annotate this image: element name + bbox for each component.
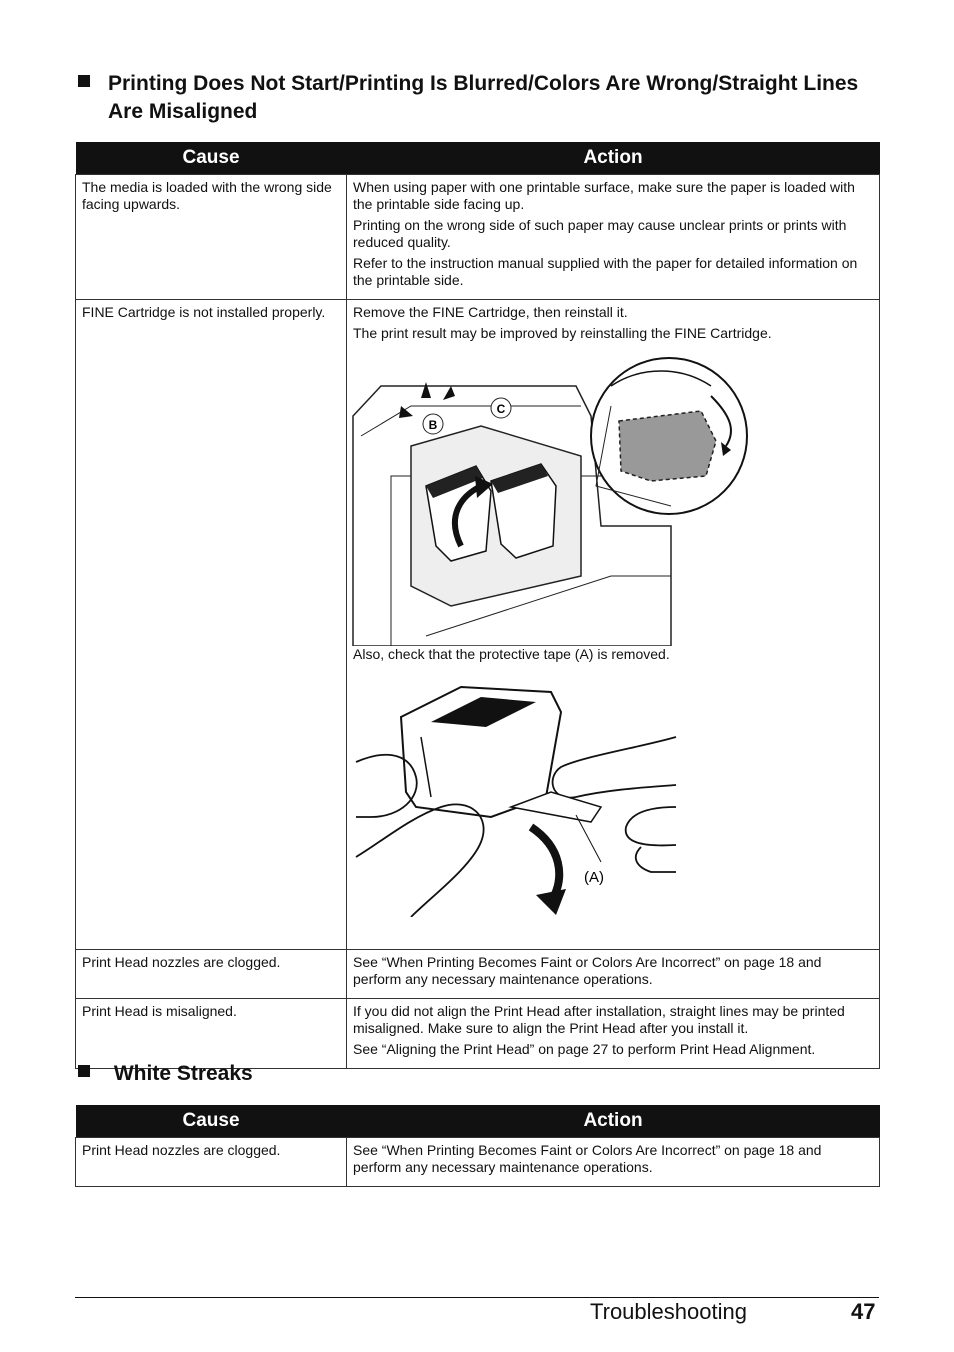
table-row (76, 999, 880, 1069)
cause-text: Print Head is misaligned. (82, 1003, 237, 1019)
action-text: Refer to the instruction manual supplied with the paper for detailed information on the printable side. (353, 255, 858, 288)
troubleshooting-table-printing (75, 142, 880, 1069)
action-text: See “When Printing Becomes Faint or Colors Are Incorrect” on page 18 and perform any necessary maintenance operations. (353, 1142, 822, 1175)
section-heading-printing (108, 70, 888, 126)
action-column-header: Action (347, 1105, 880, 1138)
table-row (76, 300, 880, 950)
cartridge-label-color: C (496, 402, 506, 416)
cause-column-header: Cause (76, 1105, 347, 1138)
action-cell (347, 999, 880, 1069)
table-header-row (76, 1105, 880, 1138)
cause-cell (76, 300, 347, 950)
action-text: Remove the FINE Cartridge, then reinstall it. (353, 304, 628, 320)
action-text: Also, check that the protective tape (A) is removed. (353, 646, 670, 662)
footer-section-name: Troubleshooting (590, 1299, 747, 1324)
tape-label: (A) (584, 869, 604, 886)
table-row (76, 175, 880, 300)
square-bullet-icon (78, 1065, 90, 1077)
table-header-row (76, 142, 880, 175)
cause-text: Print Head nozzles are clogged. (82, 954, 281, 970)
section-title-printing (78, 70, 108, 98)
action-cell (347, 1138, 880, 1187)
cause-text: Print Head nozzles are clogged. (82, 1142, 281, 1158)
table-row (76, 950, 880, 999)
section-heading-text: Printing Does Not Start/Printing Is Blurred/Colors Are Wrong/Straight Lines Are Misaligned (108, 72, 859, 123)
cartridge-label-black: B (428, 418, 438, 432)
table-row (76, 1138, 880, 1187)
action-text: See “Aligning the Print Head” on page 27 to perform Print Head Alignment. (353, 1041, 816, 1057)
cartridge-install-illustration (351, 346, 751, 646)
action-column-header: Action (347, 142, 880, 175)
section-heading-text: White Streaks (113, 1062, 253, 1085)
action-text: When using paper with one printable surface, make sure the paper is loaded with the printable side facing up. (353, 179, 855, 212)
action-text: See “When Printing Becomes Faint or Colors Are Incorrect” on page 18 and perform any necessary maintenance operations. (353, 954, 822, 987)
action-text: Printing on the wrong side of such paper may cause unclear prints or prints with reduced quality. (353, 217, 847, 250)
action-cell (347, 175, 880, 300)
troubleshooting-table-white-streaks (75, 1105, 880, 1187)
cause-cell (76, 950, 347, 999)
action-cell (347, 950, 880, 999)
cause-text: The media is loaded with the wrong side facing upwards. (82, 179, 332, 212)
cause-cell (76, 175, 347, 300)
cause-column-header: Cause (76, 142, 347, 175)
action-cell (347, 300, 880, 950)
page-number: 47 (851, 1299, 876, 1324)
cause-cell (76, 999, 347, 1069)
protective-tape-illustration (351, 667, 751, 917)
square-bullet-icon (78, 75, 90, 87)
cause-cell (76, 1138, 347, 1187)
action-text: The print result may be improved by reinstalling the FINE Cartridge. (353, 325, 772, 341)
footer-divider (75, 1297, 879, 1298)
action-text: If you did not align the Print Head after installation, straight lines may be printed misaligned. Make sure to align the Print Head after you install it. (353, 1003, 845, 1036)
section-title-white-streaks (78, 1060, 253, 1088)
cause-text: FINE Cartridge is not installed properly. (82, 304, 326, 320)
